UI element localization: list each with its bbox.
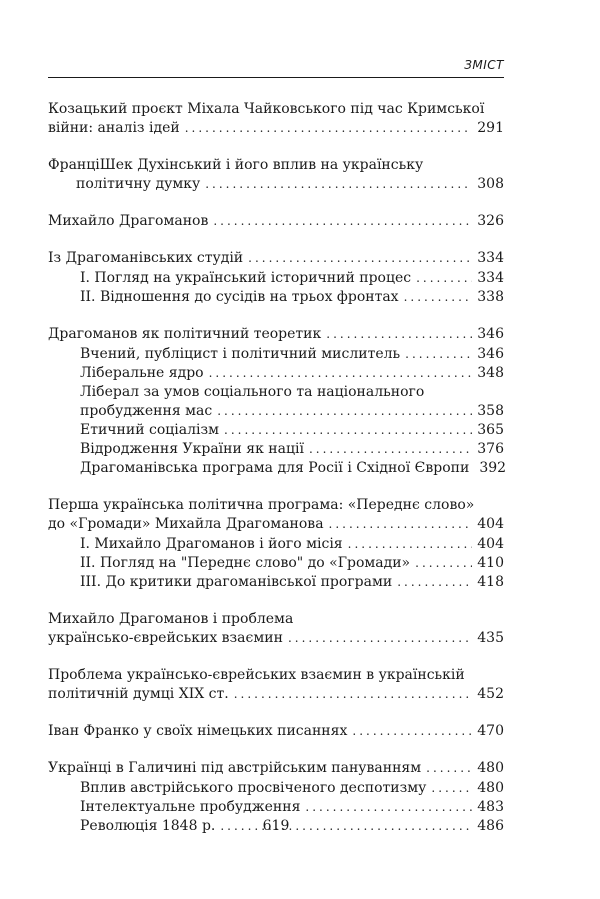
toc-entry (48, 325, 504, 344)
dot-leader (185, 119, 473, 138)
toc-page-number: 392 (479, 460, 507, 476)
toc-group (48, 496, 504, 592)
dot-leader (205, 175, 472, 194)
toc-subentry (80, 421, 504, 440)
toc-entry-title-line1: Проблема українсько-єврейських взаємин в українській (48, 667, 465, 683)
toc-entry (48, 722, 504, 741)
toc-subentry (80, 459, 507, 478)
toc-subentry-title: І. Погляд на український історичний процес (80, 270, 412, 286)
toc-subentry-title: ІІ. Погляд на "Переднє слово" до «Громади» (80, 555, 411, 571)
toc-entry-title-line2: політичну думку (76, 176, 201, 192)
toc-subentry (80, 288, 504, 307)
toc-page-number: 346 (477, 346, 504, 362)
toc-entry (48, 759, 504, 778)
dot-leader (234, 685, 473, 704)
dot-leader (213, 212, 472, 231)
toc-page-number: 483 (477, 799, 504, 815)
toc-entry-title-line2: політичній думці ХІХ ст. (48, 686, 229, 702)
toc-group (48, 249, 504, 307)
toc-entry-title: Михайло Драгоманов (48, 213, 209, 229)
dot-leader (416, 269, 472, 288)
toc-subentry (80, 798, 504, 817)
toc-entry-title-line2: українсько-єврейських взаємин (48, 630, 283, 646)
toc-subentry (80, 535, 504, 554)
toc-subentry-title: ІІІ. До критики драгоманівської програми (80, 574, 393, 590)
toc-subentries (80, 269, 504, 307)
toc-subentry-title: Вплив австрійського просвіченого деспотизму (80, 780, 427, 796)
toc-entry-title-line1: Козацький проєкт Міхала Чайковського під час Кримської (48, 101, 485, 117)
toc-page-number: 470 (477, 723, 504, 739)
toc-group (48, 325, 507, 478)
dot-leader (415, 554, 472, 573)
dot-leader (405, 345, 472, 364)
toc-page-number: 404 (477, 516, 504, 532)
toc-entry (48, 610, 504, 648)
dot-leader (404, 288, 473, 307)
toc-page-number: 480 (477, 780, 504, 796)
toc-page-number: 418 (477, 574, 504, 590)
toc-page-number: 334 (477, 270, 504, 286)
toc-page-number: 452 (477, 686, 504, 702)
toc-entry-title: Драгоманов як політичний теоретик (48, 326, 322, 342)
dot-leader (288, 629, 472, 648)
toc-subentry (80, 554, 504, 573)
dot-leader (397, 573, 472, 592)
dot-leader (326, 325, 472, 344)
toc-subentry-title: Революція 1848 р. (80, 818, 216, 834)
dot-leader (224, 421, 472, 440)
toc-page-number: 480 (477, 760, 504, 776)
toc-page-number: 348 (477, 365, 504, 381)
toc-subentry-title: І. Михайло Драгоманов і його місія (80, 536, 343, 552)
toc-page-number: 404 (477, 536, 504, 552)
toc-entry (48, 212, 504, 231)
toc-subentry-title: Етичний соціалізм (80, 422, 219, 438)
toc-entry-title-line1: Перша українська політична програма: «Переднє слово» (48, 497, 475, 513)
dot-leader (431, 779, 472, 798)
dot-leader (209, 364, 473, 383)
toc-entry (48, 666, 504, 704)
toc-page-number: 338 (477, 289, 504, 305)
toc-subentry-title: Вчений, публіцист і політичний мислитель (80, 346, 401, 362)
toc-subentry-title: Ліберальне ядро (80, 365, 204, 381)
toc-page-number: 334 (477, 250, 504, 266)
toc-page-number: 346 (477, 326, 504, 342)
toc-subentry (80, 269, 504, 288)
toc-subentry-title-line1: Ліберал за умов соціального та національного (80, 384, 425, 400)
toc-entry (48, 496, 504, 534)
toc-page-number: 410 (477, 555, 504, 571)
dot-leader (248, 249, 472, 268)
page-number: 619 (262, 818, 290, 834)
toc-page-number: 486 (477, 818, 504, 834)
toc-subentry-title: Інтелектуальне пробудження (80, 799, 301, 815)
toc-subentry (80, 364, 504, 383)
dot-leader (305, 798, 472, 817)
toc-page-number: 308 (477, 176, 504, 192)
toc-page-number: 291 (477, 120, 504, 136)
header-rule (48, 77, 504, 78)
toc-page-number: 358 (477, 403, 504, 419)
toc-entry-title: Із Драгоманівських студій (48, 250, 244, 266)
toc-subentry (80, 573, 504, 592)
toc-entry-title: Українці в Галичині під австрійським пануванням (48, 760, 422, 776)
toc-entry-title: Іван Франко у своїх німецьких писаннях (48, 723, 348, 739)
toc-entry (48, 100, 504, 138)
toc-subentry (80, 345, 504, 364)
dot-leader (309, 440, 472, 459)
running-head: ЗМІСТ (464, 58, 504, 72)
toc-page-number: 435 (477, 630, 504, 646)
dot-leader (352, 722, 472, 741)
toc-subentry-title: Драгоманівська програма для Росії і Східної Європи (80, 460, 470, 476)
toc-page-number: 326 (477, 213, 504, 229)
toc-subentry (80, 383, 504, 421)
toc-subentry-title: ІІ. Відношення до сусідів на трьох фронтах (80, 289, 399, 305)
toc-subentry-title-line2: пробудження мас (80, 403, 213, 419)
dot-leader (348, 535, 473, 554)
toc-entry-title-line1: ФранціШек Духінський і його вплив на українську (48, 157, 424, 173)
toc-entry (48, 249, 504, 268)
toc-subentries (80, 345, 507, 478)
toc-subentry-title: Відродження України як нації (80, 441, 304, 457)
dot-leader (217, 402, 472, 421)
toc-entry-title-line1: Михайло Драгоманов і проблема (48, 611, 294, 627)
toc-subentry (80, 779, 504, 798)
dot-leader (426, 759, 472, 778)
toc-entry (48, 156, 504, 194)
table-of-contents (48, 100, 507, 854)
toc-subentry (80, 440, 504, 459)
toc-entry-title-line2: війни: аналіз ідей (48, 120, 180, 136)
toc-subentries (80, 535, 504, 592)
toc-page-number: 365 (477, 422, 504, 438)
dot-leader (329, 515, 473, 534)
toc-page-number: 376 (477, 441, 504, 457)
toc-entry-title-line2: до «Громади» Михайла Драгоманова (48, 516, 324, 532)
